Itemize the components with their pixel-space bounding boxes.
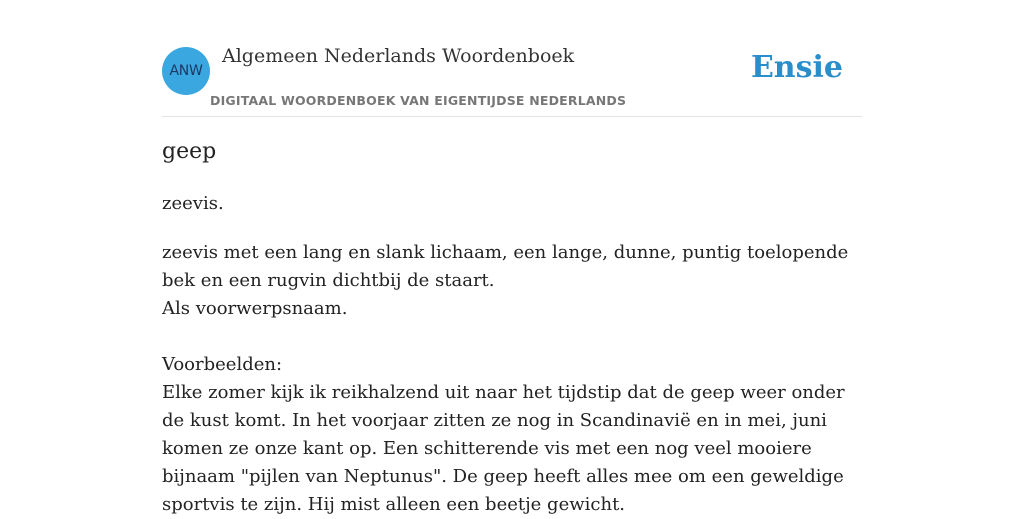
entry-title: geep — [162, 139, 217, 164]
site-title[interactable]: Algemeen Nederlands Woordenboek — [222, 45, 575, 67]
entry-body — [162, 239, 862, 519]
ensie-brand-link[interactable]: Ensie — [750, 50, 843, 85]
page — [162, 0, 862, 515]
short-definition: zeevis. — [162, 193, 224, 214]
definition: zeevis met een lang en slank lichaam, een lange, dunne, puntig toelopende bek en een rugvin dichtbij de staart. — [162, 242, 849, 291]
site-subtitle: DIGITAAL WOORDENBOEK VAN EIGENTIJDSE NEDERLANDS — [210, 93, 627, 108]
examples-label: Voorbeelden: — [162, 354, 283, 375]
header — [162, 0, 862, 117]
usage-note: Als voorwerpsnaam. — [162, 298, 348, 319]
anw-logo[interactable]: ANW — [162, 47, 210, 95]
example-text: Elke zomer kijk ik reikhalzend uit naar het tijdstip dat de geep weer onder de kust komt. In het voorjaar zitten ze nog in Scandinavië en in mei, juni komen ze onze kant op. Een schitterende vis met een nog veel mooiere bijnaam "pijlen van Neptunus". De geep heeft alles mee om een geweldige sportvis te zijn. Hij mist alleen een beetje gewicht. — [162, 382, 845, 515]
spacer — [162, 323, 862, 351]
